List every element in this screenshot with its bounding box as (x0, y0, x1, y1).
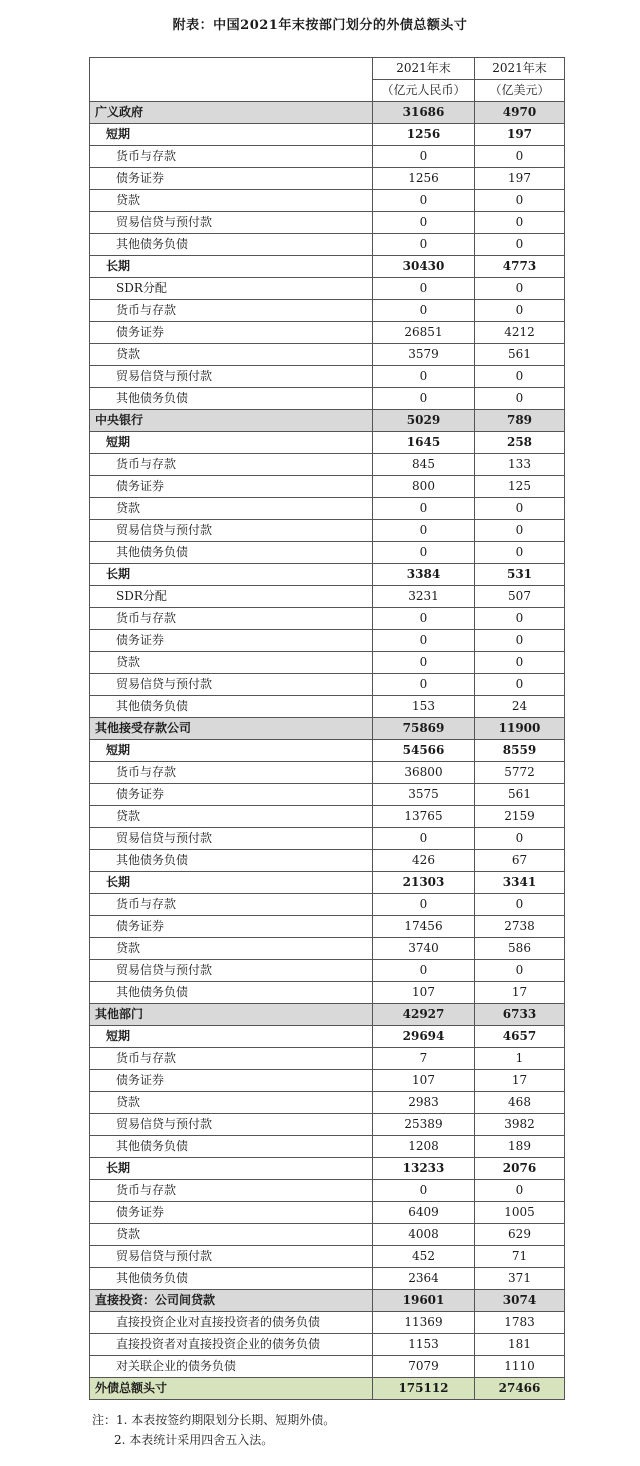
rmb-value: 21303 (373, 872, 475, 894)
subsection-row (90, 124, 565, 146)
rmb-value: 0 (373, 498, 475, 520)
usd-value: 0 (475, 498, 565, 520)
usd-value: 4773 (475, 256, 565, 278)
row-label: 短期 (90, 1026, 373, 1048)
usd-value: 0 (475, 300, 565, 322)
table-row (90, 190, 565, 212)
rmb-value: 2983 (373, 1092, 475, 1114)
usd-value: 0 (475, 542, 565, 564)
subsection-row (90, 740, 565, 762)
rmb-value: 0 (373, 542, 475, 564)
row-label: 债务证券 (90, 916, 373, 938)
table-row (90, 652, 565, 674)
table-row (90, 542, 565, 564)
table-row (90, 1114, 565, 1136)
row-label: 货币与存款 (90, 608, 373, 630)
table-row (90, 498, 565, 520)
rmb-value: 0 (373, 388, 475, 410)
usd-value: 197 (475, 124, 565, 146)
rmb-value: 3579 (373, 344, 475, 366)
row-label: 债务证券 (90, 1070, 373, 1092)
usd-value: 0 (475, 366, 565, 388)
usd-value: 125 (475, 476, 565, 498)
usd-value: 468 (475, 1092, 565, 1114)
usd-value: 371 (475, 1268, 565, 1290)
row-label: 货币与存款 (90, 1048, 373, 1070)
rmb-value: 54566 (373, 740, 475, 762)
row-label: 贸易信贷与预付款 (90, 212, 373, 234)
row-label: 其他债务负债 (90, 696, 373, 718)
header-rmb-unit: （亿元人民币） (373, 80, 475, 102)
usd-value: 5772 (475, 762, 565, 784)
table-row (90, 1356, 565, 1378)
rmb-value: 3740 (373, 938, 475, 960)
usd-value: 258 (475, 432, 565, 454)
rmb-value: 153 (373, 696, 475, 718)
row-label: 债务证券 (90, 168, 373, 190)
row-label: 贸易信贷与预付款 (90, 960, 373, 982)
usd-value: 2076 (475, 1158, 565, 1180)
total-row (90, 1378, 565, 1400)
usd-value: 0 (475, 388, 565, 410)
table-row (90, 894, 565, 916)
table-row (90, 212, 565, 234)
section-row (90, 1004, 565, 1026)
table-row (90, 1334, 565, 1356)
table-row (90, 322, 565, 344)
row-label: 贸易信贷与预付款 (90, 1246, 373, 1268)
rmb-value: 3384 (373, 564, 475, 586)
rmb-value: 13233 (373, 1158, 475, 1180)
usd-value: 4212 (475, 322, 565, 344)
rmb-value: 11369 (373, 1312, 475, 1334)
row-label: 其他债务负债 (90, 234, 373, 256)
usd-value: 2159 (475, 806, 565, 828)
table-notes (92, 1410, 335, 1450)
rmb-value: 5029 (373, 410, 475, 432)
table-row (90, 608, 565, 630)
rmb-value: 1256 (373, 168, 475, 190)
usd-value: 0 (475, 520, 565, 542)
rmb-value: 0 (373, 366, 475, 388)
rmb-value: 0 (373, 608, 475, 630)
table-row (90, 828, 565, 850)
usd-value: 4657 (475, 1026, 565, 1048)
header-blank-cell (90, 58, 373, 102)
table-row (90, 806, 565, 828)
table-row (90, 1224, 565, 1246)
section-row (90, 102, 565, 124)
subsection-row (90, 1158, 565, 1180)
usd-value: 1 (475, 1048, 565, 1070)
table-row (90, 630, 565, 652)
usd-value: 0 (475, 278, 565, 300)
row-label: 贸易信贷与预付款 (90, 520, 373, 542)
table-row (90, 146, 565, 168)
rmb-value: 0 (373, 652, 475, 674)
usd-value: 0 (475, 674, 565, 696)
usd-value: 6733 (475, 1004, 565, 1026)
usd-value: 0 (475, 652, 565, 674)
rmb-value: 0 (373, 894, 475, 916)
row-label: 直接投资企业对直接投资者的债务负债 (90, 1312, 373, 1334)
rmb-value: 175112 (373, 1378, 475, 1400)
usd-value: 789 (475, 410, 565, 432)
rmb-value: 6409 (373, 1202, 475, 1224)
usd-value: 0 (475, 960, 565, 982)
row-label: 债务证券 (90, 630, 373, 652)
subsection-row (90, 872, 565, 894)
rmb-value: 0 (373, 278, 475, 300)
usd-value: 133 (475, 454, 565, 476)
usd-value: 11900 (475, 718, 565, 740)
row-label: 货币与存款 (90, 894, 373, 916)
section-row (90, 718, 565, 740)
usd-value: 189 (475, 1136, 565, 1158)
rmb-value: 1153 (373, 1334, 475, 1356)
table-row (90, 1180, 565, 1202)
usd-value: 629 (475, 1224, 565, 1246)
usd-value: 197 (475, 168, 565, 190)
table-row (90, 1268, 565, 1290)
table-row (90, 1202, 565, 1224)
usd-value: 3341 (475, 872, 565, 894)
subsection-row (90, 256, 565, 278)
row-label: 贸易信贷与预付款 (90, 1114, 373, 1136)
row-label: 其他部门 (90, 1004, 373, 1026)
table-row (90, 454, 565, 476)
table-row (90, 344, 565, 366)
subsection-row (90, 432, 565, 454)
rmb-value: 0 (373, 146, 475, 168)
row-label: SDR分配 (90, 586, 373, 608)
rmb-value: 4008 (373, 1224, 475, 1246)
row-label: 贷款 (90, 938, 373, 960)
table-row (90, 784, 565, 806)
rmb-value: 452 (373, 1246, 475, 1268)
rmb-value: 845 (373, 454, 475, 476)
table-row (90, 520, 565, 542)
row-label: 外债总额头寸 (90, 1378, 373, 1400)
table-row (90, 300, 565, 322)
table-body (90, 58, 565, 1400)
row-label: 直接投资：公司间贷款 (90, 1290, 373, 1312)
usd-value: 0 (475, 894, 565, 916)
row-label: 贷款 (90, 806, 373, 828)
table-row (90, 850, 565, 872)
row-label: 其他债务负债 (90, 1268, 373, 1290)
subsection-row (90, 1026, 565, 1048)
rmb-value: 1256 (373, 124, 475, 146)
rmb-value: 0 (373, 520, 475, 542)
table-row (90, 674, 565, 696)
table-row (90, 234, 565, 256)
header-usd-unit: （亿美元） (475, 80, 565, 102)
row-label: 其他接受存款公司 (90, 718, 373, 740)
rmb-value: 3575 (373, 784, 475, 806)
rmb-value: 1645 (373, 432, 475, 454)
row-label: 贷款 (90, 190, 373, 212)
usd-value: 0 (475, 234, 565, 256)
usd-value: 561 (475, 784, 565, 806)
rmb-value: 19601 (373, 1290, 475, 1312)
usd-value: 27466 (475, 1378, 565, 1400)
row-label: 长期 (90, 1158, 373, 1180)
usd-value: 0 (475, 630, 565, 652)
table-row (90, 278, 565, 300)
rmb-value: 0 (373, 212, 475, 234)
rmb-value: 0 (373, 674, 475, 696)
table-row (90, 938, 565, 960)
rmb-value: 31686 (373, 102, 475, 124)
usd-value: 0 (475, 1180, 565, 1202)
row-label: 贸易信贷与预付款 (90, 366, 373, 388)
table-row (90, 982, 565, 1004)
rmb-value: 800 (373, 476, 475, 498)
header-usd-year: 2021年末 (475, 58, 565, 80)
row-label: 短期 (90, 740, 373, 762)
row-label: 其他债务负债 (90, 542, 373, 564)
usd-value: 0 (475, 608, 565, 630)
rmb-value: 25389 (373, 1114, 475, 1136)
row-label: 短期 (90, 124, 373, 146)
rmb-value: 0 (373, 828, 475, 850)
subsection-row (90, 564, 565, 586)
table-row (90, 1092, 565, 1114)
usd-value: 507 (475, 586, 565, 608)
note-1: 注：1. 本表按签约期限划分长期、短期外债。 (92, 1413, 336, 1427)
table-row (90, 366, 565, 388)
table-row (90, 586, 565, 608)
row-label: 短期 (90, 432, 373, 454)
usd-value: 561 (475, 344, 565, 366)
rmb-value: 26851 (373, 322, 475, 344)
rmb-value: 7 (373, 1048, 475, 1070)
row-label: 贸易信贷与预付款 (90, 828, 373, 850)
table-row (90, 1070, 565, 1092)
table-row (90, 1246, 565, 1268)
row-label: 直接投资者对直接投资企业的债务负债 (90, 1334, 373, 1356)
usd-value: 3982 (475, 1114, 565, 1136)
row-label: 贷款 (90, 1224, 373, 1246)
table-row (90, 388, 565, 410)
rmb-value: 426 (373, 850, 475, 872)
row-label: 对关联企业的债务负债 (90, 1356, 373, 1378)
row-label: 货币与存款 (90, 454, 373, 476)
note-2: 2. 本表统计采用四舍五入法。 (114, 1433, 274, 1447)
rmb-value: 3231 (373, 586, 475, 608)
row-label: 债务证券 (90, 322, 373, 344)
usd-value: 0 (475, 190, 565, 212)
section-row (90, 410, 565, 432)
table-row (90, 168, 565, 190)
rmb-value: 7079 (373, 1356, 475, 1378)
row-label: SDR分配 (90, 278, 373, 300)
rmb-value: 29694 (373, 1026, 475, 1048)
usd-value: 17 (475, 982, 565, 1004)
rmb-value: 0 (373, 234, 475, 256)
rmb-value: 0 (373, 300, 475, 322)
row-label: 货币与存款 (90, 1180, 373, 1202)
usd-value: 586 (475, 938, 565, 960)
row-label: 贷款 (90, 344, 373, 366)
rmb-value: 0 (373, 1180, 475, 1202)
row-label: 长期 (90, 564, 373, 586)
row-label: 债务证券 (90, 476, 373, 498)
usd-value: 1783 (475, 1312, 565, 1334)
table-row (90, 696, 565, 718)
rmb-value: 75869 (373, 718, 475, 740)
rmb-value: 30430 (373, 256, 475, 278)
usd-value: 1005 (475, 1202, 565, 1224)
row-label: 广义政府 (90, 102, 373, 124)
usd-value: 24 (475, 696, 565, 718)
usd-value: 8559 (475, 740, 565, 762)
row-label: 其他债务负债 (90, 388, 373, 410)
usd-value: 17 (475, 1070, 565, 1092)
usd-value: 1110 (475, 1356, 565, 1378)
row-label: 长期 (90, 256, 373, 278)
row-label: 其他债务负债 (90, 1136, 373, 1158)
rmb-value: 17456 (373, 916, 475, 938)
usd-value: 2738 (475, 916, 565, 938)
usd-value: 0 (475, 212, 565, 234)
row-label: 债务证券 (90, 784, 373, 806)
table-row (90, 762, 565, 784)
rmb-value: 13765 (373, 806, 475, 828)
usd-value: 0 (475, 146, 565, 168)
rmb-value: 0 (373, 960, 475, 982)
row-label: 贸易信贷与预付款 (90, 674, 373, 696)
section-row (90, 1290, 565, 1312)
row-label: 债务证券 (90, 1202, 373, 1224)
row-label: 其他债务负债 (90, 982, 373, 1004)
rmb-value: 2364 (373, 1268, 475, 1290)
table-row (90, 1312, 565, 1334)
table-row (90, 1136, 565, 1158)
table-row (90, 1048, 565, 1070)
table-row (90, 960, 565, 982)
rmb-value: 0 (373, 630, 475, 652)
row-label: 长期 (90, 872, 373, 894)
row-label: 中央银行 (90, 410, 373, 432)
usd-value: 71 (475, 1246, 565, 1268)
row-label: 其他债务负债 (90, 850, 373, 872)
header-rmb-year: 2021年末 (373, 58, 475, 80)
usd-value: 0 (475, 828, 565, 850)
row-label: 贷款 (90, 1092, 373, 1114)
usd-value: 4970 (475, 102, 565, 124)
table-row (90, 476, 565, 498)
row-label: 货币与存款 (90, 146, 373, 168)
external-debt-table (89, 57, 565, 1400)
table-row (90, 916, 565, 938)
usd-value: 67 (475, 850, 565, 872)
row-label: 贷款 (90, 652, 373, 674)
rmb-value: 1208 (373, 1136, 475, 1158)
rmb-value: 42927 (373, 1004, 475, 1026)
rmb-value: 107 (373, 982, 475, 1004)
header-row-year (90, 58, 565, 80)
usd-value: 181 (475, 1334, 565, 1356)
row-label: 货币与存款 (90, 300, 373, 322)
rmb-value: 0 (373, 190, 475, 212)
row-label: 货币与存款 (90, 762, 373, 784)
row-label: 贷款 (90, 498, 373, 520)
usd-value: 531 (475, 564, 565, 586)
rmb-value: 36800 (373, 762, 475, 784)
page-title: 附表：中国2021年末按部门划分的外债总额头寸 (172, 18, 468, 33)
usd-value: 3074 (475, 1290, 565, 1312)
rmb-value: 107 (373, 1070, 475, 1092)
